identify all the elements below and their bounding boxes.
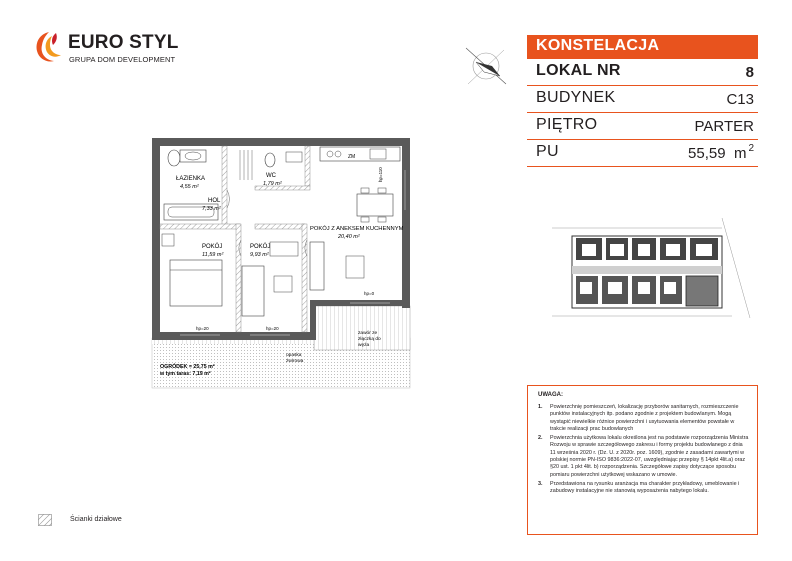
room-label-hall: HOL — [208, 198, 221, 204]
room-area-wc: 1,79 m² — [263, 181, 282, 187]
room-label-living: POKÓJ Z ANEKSEM KUCHENNYM — [310, 226, 404, 232]
investment-name: KONSTELACJA — [527, 35, 758, 59]
room-label-bathroom: ŁAZIENKA — [176, 176, 206, 182]
brand-logo — [34, 30, 194, 70]
zm-label: ZM — [348, 154, 356, 160]
note-number: 3. — [538, 480, 543, 487]
info-row-building — [527, 86, 758, 113]
info-value-unit: 8 — [745, 64, 754, 81]
gravel-note-line-2: żwirowa — [286, 359, 304, 364]
room-area-bedroom-2: 9,93 m² — [250, 252, 269, 258]
note-text: Przedstawiona na rysunku aranżacja ma charakter przykładowy, umeblowanie i zabudowy instalacyjne nie stanowią wyposażenia nabytego lokalu. — [550, 480, 740, 495]
highlighted-unit-marker — [686, 276, 718, 306]
window-sill-height-kitchen: hp=110 — [378, 167, 383, 182]
info-row-unit — [527, 59, 758, 86]
valve-note-line-3: węża — [358, 343, 370, 348]
note-item — [538, 404, 749, 433]
euro-styl-logo-icon — [34, 30, 64, 64]
info-value-area — [688, 145, 754, 162]
room-label-bedroom-1: POKÓJ — [202, 244, 223, 250]
valve-note-line-1: zawór ze — [358, 331, 378, 336]
notes-list — [538, 404, 749, 496]
room-area-bathroom: 4,55 m² — [180, 184, 199, 190]
garden-area-label: OGRÓDEK = 25,75 m² — [160, 364, 215, 370]
notes-box — [527, 385, 758, 535]
notes-title: UWAGA: — [538, 392, 563, 398]
room-area-living: 20,40 m² — [338, 234, 360, 240]
floor-plan — [30, 130, 440, 400]
area-unit: m — [733, 145, 747, 162]
legend — [38, 514, 178, 530]
area-number: 55,59 — [688, 145, 726, 162]
window-sill-height-bedroom-1: hp=20 — [196, 326, 209, 331]
gravel-note-line-1: opaska — [286, 353, 302, 358]
room-label-bedroom-2: POKÓJ — [250, 244, 271, 250]
window-sill-height-bedroom-2: hp=20 — [266, 326, 279, 331]
note-item — [538, 435, 749, 479]
info-label-unit: LOKAL NR — [536, 62, 621, 79]
valve-note-line-2: złączką do — [358, 337, 381, 342]
info-row-area — [527, 140, 758, 167]
brand-name: EURO STYL — [68, 32, 179, 53]
apartment-info-panel — [527, 35, 758, 167]
info-value-floor: PARTER — [694, 118, 754, 135]
info-value-building: C13 — [726, 91, 754, 108]
terrace-area-label: w tym taras: 7,19 m² — [160, 371, 211, 377]
north-arrow-icon — [462, 44, 510, 88]
hatched-swatch-icon — [38, 514, 52, 526]
info-row-floor — [527, 113, 758, 140]
info-label-building: BUDYNEK — [536, 89, 616, 106]
room-area-hall: 7,33 m² — [202, 206, 221, 212]
note-number: 1. — [538, 404, 543, 410]
room-label-wc: WC — [266, 173, 276, 179]
note-number: 2. — [538, 435, 543, 442]
legend-label: Ścianki działowe — [70, 516, 122, 523]
area-unit-sup: 2 — [748, 143, 754, 154]
info-label-area: PU — [536, 143, 559, 160]
room-area-bedroom-1: 11,59 m² — [202, 252, 224, 258]
building-key-plan — [552, 218, 752, 330]
note-text: Powierzchnię pomieszczeń, lokalizację przyborów sanitarnych, rozmieszczenie punktów instalacyjnych itp. podano zgodnie z projektem budowlanym. Mogą wystąpić niewielkie różnice powierzchni i usytuowania elementów powstałe w trakcie realizacji prac budowlanych — [550, 404, 739, 432]
note-text: Powierzchnia użytkowa lokalu określona jest na podstawie rozporządzenia Ministra Rozwoju w sprawie szczegółowego zakresu i formy projektu budowlanego z dnia 11 września 2020 r. (Dz. U. z 2020r. poz. 1609), zgodnie z zasadami zawartymi w polskiej normie PN-ISO 9836:2022-07, uwzględniając przepisy § 14pkt 4lit.a) oraz §20 ust. 1 pkt 4lit. b) rozporządzenia. Szczegółowe zapisy dotyczące sposobu pomiaru powierzchni użytkowej wskazano w umowie. — [550, 435, 749, 478]
info-label-floor: PIĘTRO — [536, 116, 598, 133]
note-item — [538, 481, 749, 496]
brand-subtitle: GRUPA DOM DEVELOPMENT — [69, 55, 176, 64]
window-sill-height-living: hp=0 — [364, 291, 375, 296]
